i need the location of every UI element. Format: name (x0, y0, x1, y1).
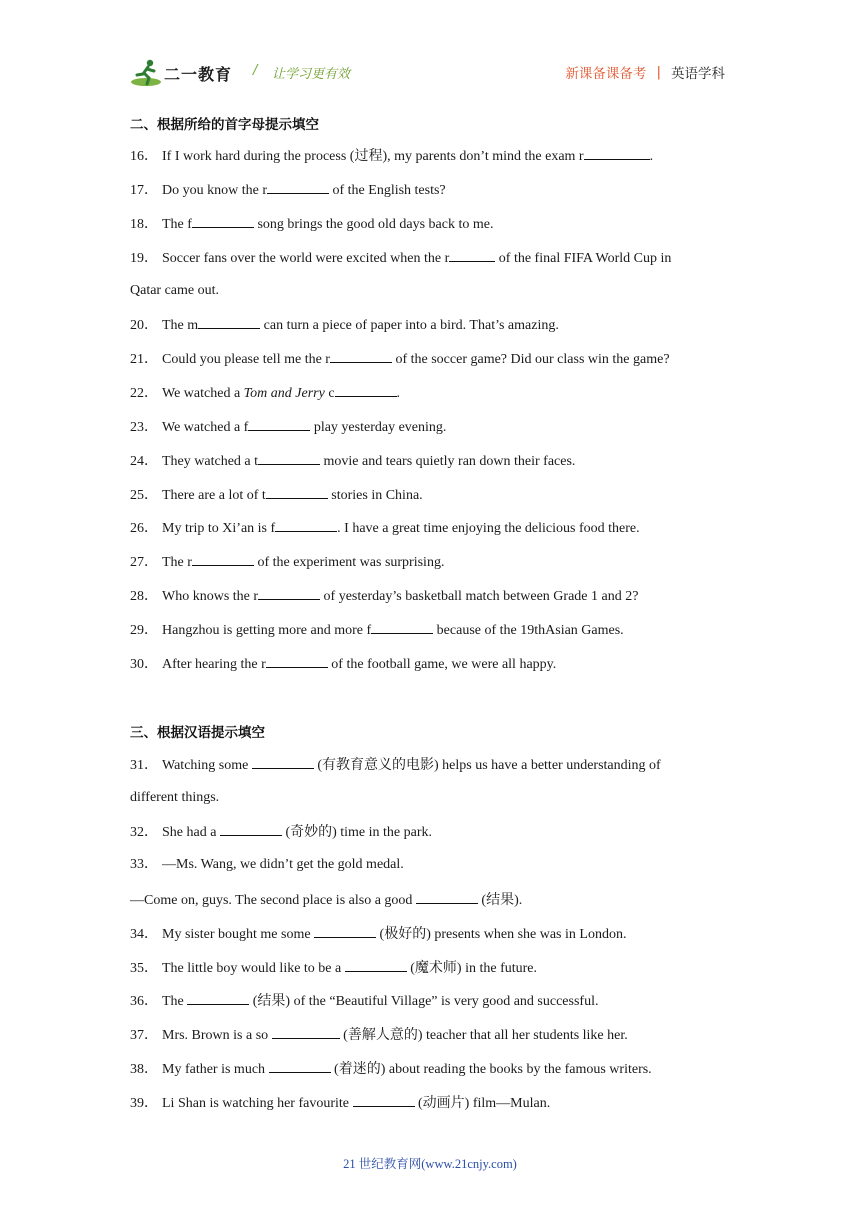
slogan: 让学习更有效 (272, 67, 351, 82)
answer-blank[interactable] (584, 146, 650, 160)
answer-blank[interactable] (272, 1025, 340, 1039)
answer-blank[interactable] (220, 822, 282, 836)
question-32: 32． She had a (奇妙的) time in the park. (130, 822, 432, 842)
logo-text: 二一教育 (164, 64, 233, 84)
question-39: 39． Li Shan is watching her favourite (动画片) film—Mulan. (130, 1093, 550, 1113)
answer-blank[interactable] (353, 1093, 415, 1107)
question-16: 16． If I work hard during the process (过程), my parents don’t mind the exam r . (130, 146, 653, 166)
answer-blank[interactable] (371, 620, 433, 634)
answer-blank[interactable] (258, 451, 320, 465)
answer-blank[interactable] (187, 991, 249, 1005)
question-26: 26． My trip to Xi’an is f . I have a great time enjoying the delicious food there. (130, 518, 640, 538)
answer-blank[interactable] (252, 755, 314, 769)
question-23: 23． We watched a f play yesterday evening. (130, 417, 446, 437)
answer-blank[interactable] (258, 586, 320, 600)
question-19-continued: Qatar came out. (130, 283, 220, 298)
question-30: 30． After hearing the r of the football game, we were all happy. (130, 654, 556, 674)
answer-blank[interactable] (248, 417, 310, 431)
slogan-separator: / (253, 63, 258, 78)
answer-blank[interactable] (449, 248, 495, 262)
question-21: 21． Could you please tell me the r of the soccer game? Did our class win the game? (130, 349, 670, 369)
question-17: 17． Do you know the r of the English tests? (130, 180, 446, 200)
answer-blank[interactable] (192, 552, 254, 566)
answer-blank[interactable] (266, 485, 328, 499)
course-label: 新课备课备考 (565, 66, 647, 82)
answer-blank[interactable] (345, 958, 407, 972)
answer-blank[interactable] (267, 180, 329, 194)
runner-logo-icon (130, 58, 162, 88)
question-29: 29． Hangzhou is getting more and more f because of the 19thAsian Games. (130, 620, 624, 640)
question-36: 36． The (结果) of the “Beautiful Village” is very good and successful. (130, 991, 598, 1011)
question-22: 22． We watched a Tom and Jerry c . (130, 383, 400, 403)
answer-blank[interactable] (275, 518, 337, 532)
answer-blank[interactable] (335, 383, 397, 397)
header-right (565, 62, 725, 82)
question-20: 20． The m can turn a piece of paper into a bird. That’s amazing. (130, 315, 559, 335)
question-31-continued: different things. (130, 790, 220, 805)
answer-blank[interactable] (269, 1059, 331, 1073)
question-28: 28． Who knows the r of yesterday’s basketball match between Grade 1 and 2? (130, 586, 638, 606)
question-33-reply: —Come on, guys. The second place is also a good (结果). (130, 890, 522, 910)
page-header (130, 56, 725, 90)
question-27: 27． The r of the experiment was surprising. (130, 552, 444, 572)
answer-blank[interactable] (314, 924, 376, 938)
question-38: 38． My father is much (着迷的) about reading the books by the famous writers. (130, 1059, 652, 1079)
header-divider: | (656, 64, 661, 80)
section-title: 三、根据汉语提示填空 (130, 725, 265, 741)
question-24: 24． They watched a t movie and tears quietly ran down their faces. (130, 451, 575, 471)
question-19: 19． Soccer fans over the world were excited when the r of the final FIFA World Cup in (130, 248, 671, 268)
question-31: 31． Watching some (有教育意义的电影) helps us have a better understanding of (130, 755, 661, 775)
question-35: 35． The little boy would like to be a (魔术师) in the future. (130, 958, 537, 978)
question-33: 33． —Ms. Wang, we didn’t get the gold medal. (130, 857, 404, 872)
question-34: 34． My sister bought me some (极好的) presents when she was in London. (130, 924, 626, 944)
section-title: 二、根据所给的首字母提示填空 (130, 117, 319, 133)
answer-blank[interactable] (198, 315, 260, 329)
question-25: 25． There are a lot of t stories in China. (130, 485, 423, 505)
question-18: 18． The f song brings the good old days back to me. (130, 214, 493, 234)
answer-blank[interactable] (192, 214, 254, 228)
page-footer: 21 世纪教育网(www.21cnjy.com) (343, 1157, 517, 1171)
answer-blank[interactable] (266, 654, 328, 668)
logo (130, 58, 232, 88)
subject-label: 英语学科 (671, 66, 725, 82)
answer-blank[interactable] (416, 890, 478, 904)
answer-blank[interactable] (330, 349, 392, 363)
question-37: 37． Mrs. Brown is a so (善解人意的) teacher that all her students like her. (130, 1025, 628, 1045)
